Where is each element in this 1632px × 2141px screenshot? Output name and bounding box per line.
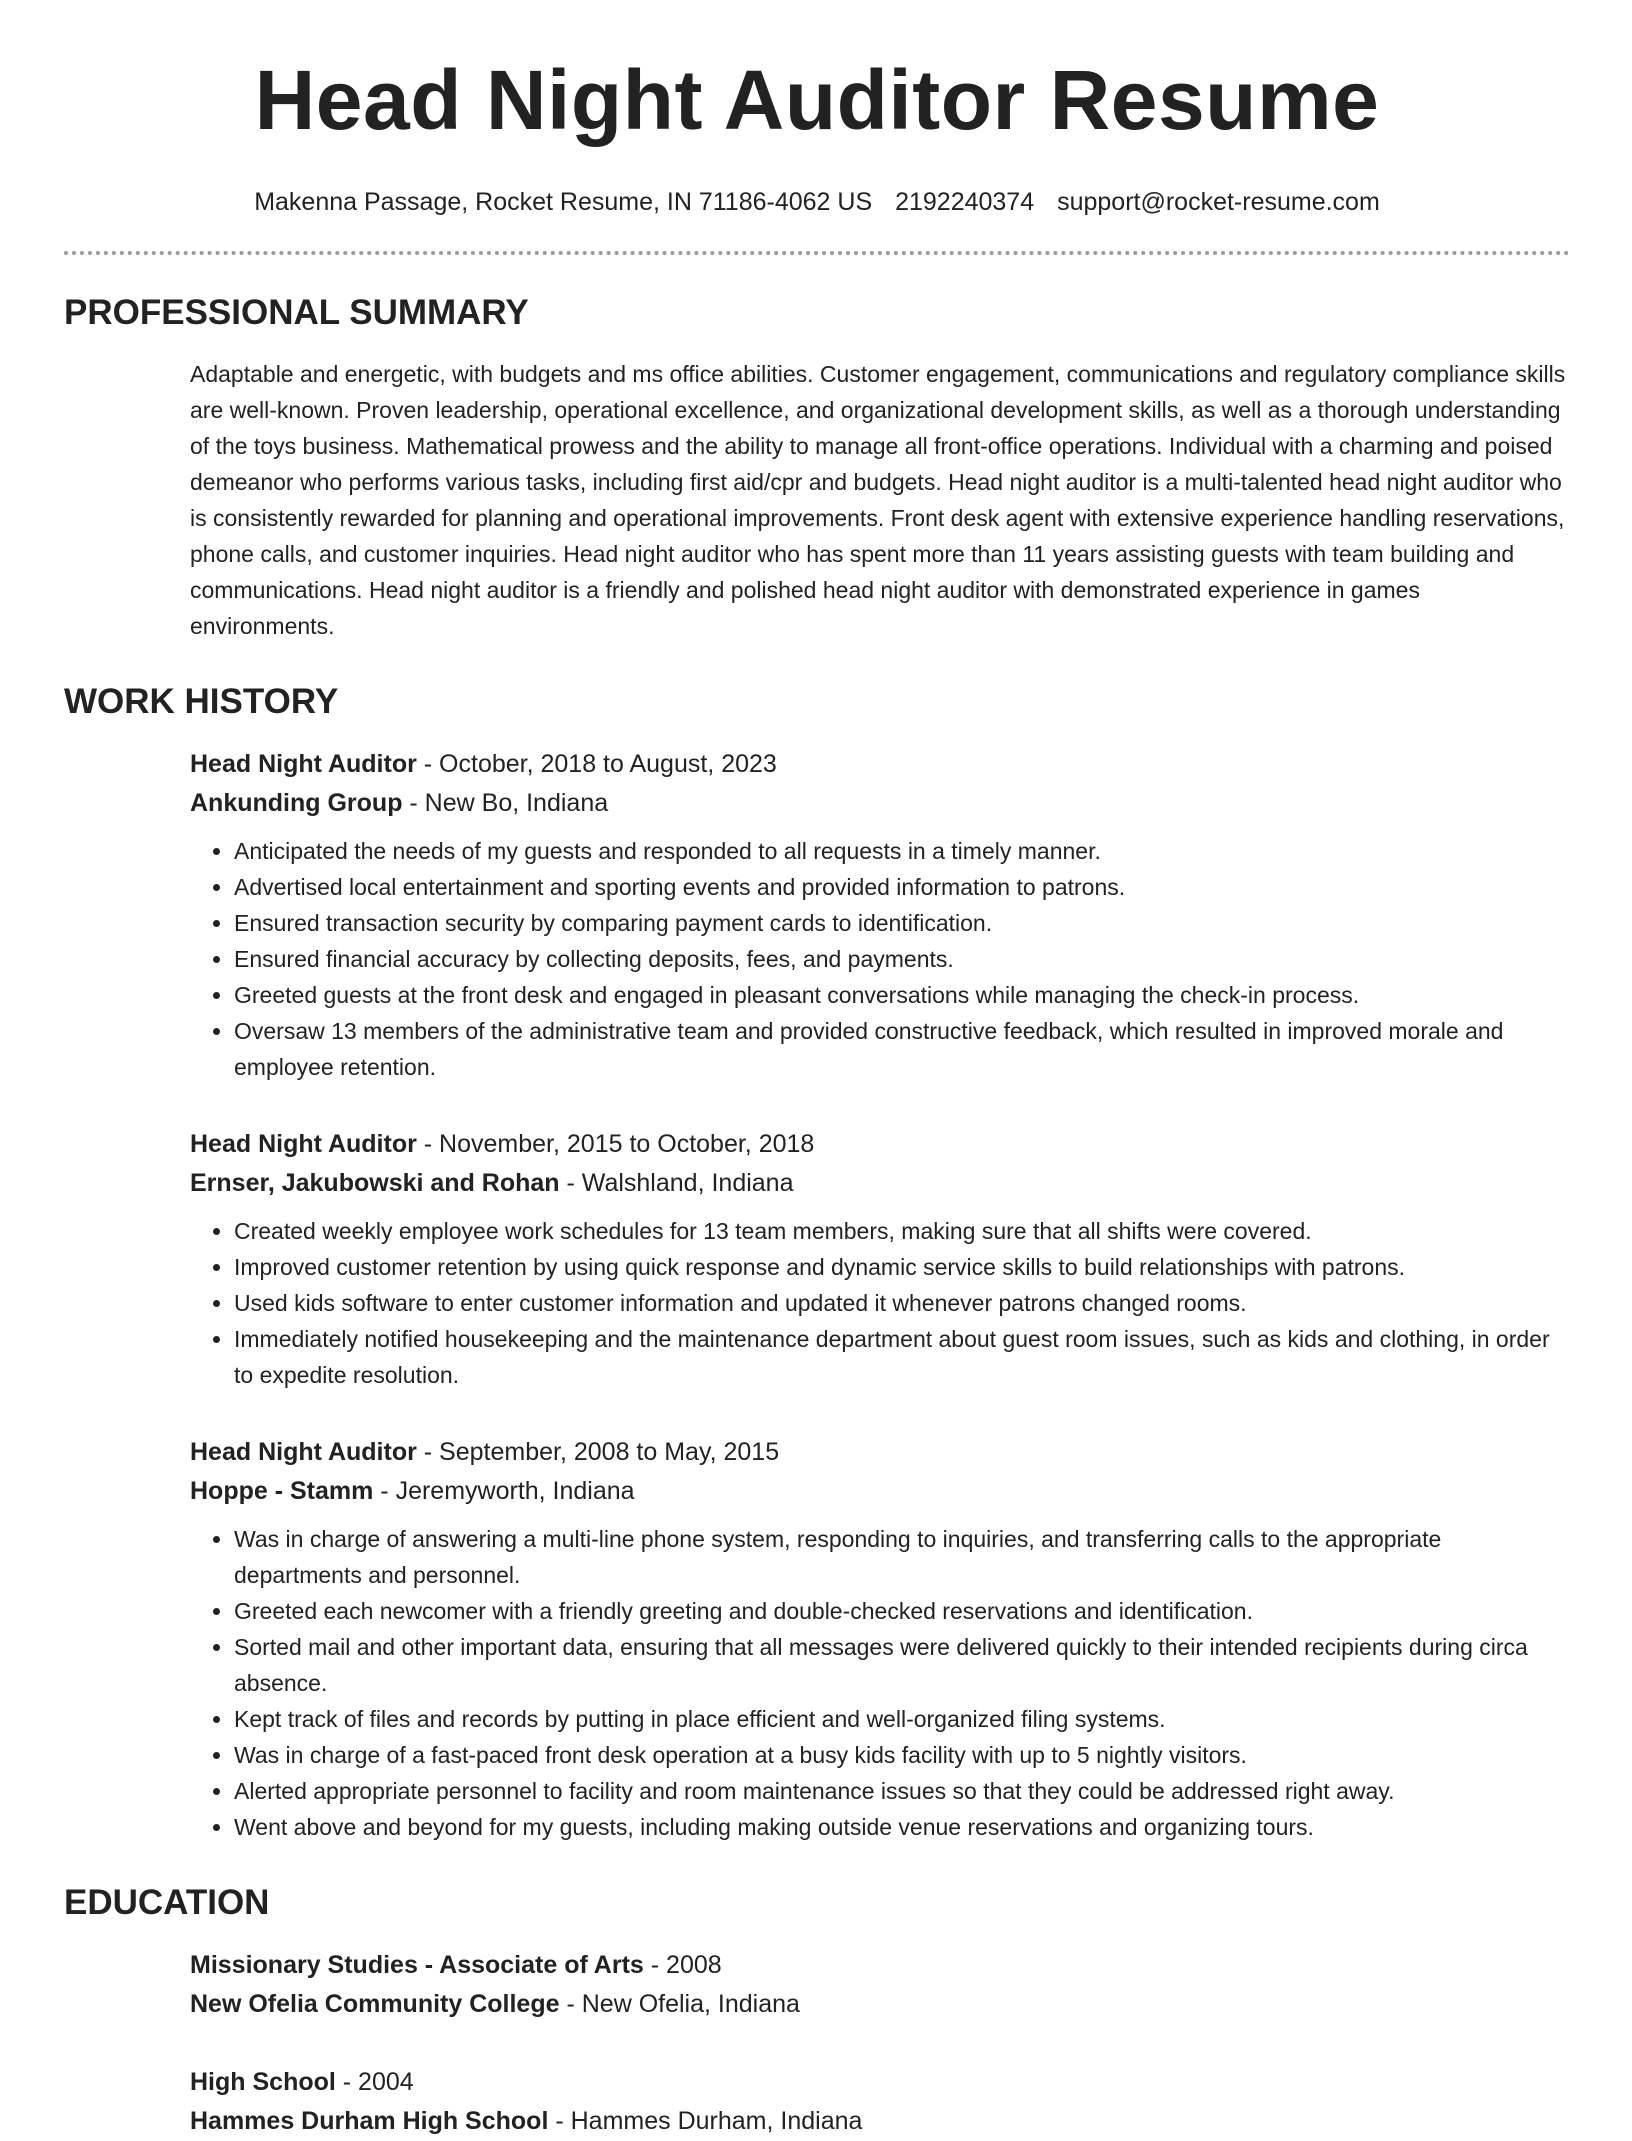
job-location: - New Bo, Indiana	[402, 789, 609, 817]
education-degree: Missionary Studies - Associate of Arts	[190, 1951, 644, 1979]
education-year: - 2008	[643, 1951, 722, 1979]
job-company-line	[190, 1164, 1570, 1203]
job-company: Ankunding Group	[190, 789, 403, 817]
education-location: - Hammes Durham, Indiana	[548, 2107, 863, 2135]
job-bullet-list	[190, 1213, 1570, 1393]
summary-body	[190, 356, 1570, 644]
section-heading-summary: PROFESSIONAL SUMMARY	[64, 293, 529, 332]
job-bullet: • Advertised local entertainment and sporting events and provided information to patrons.	[234, 869, 1570, 905]
header-divider	[64, 251, 1570, 255]
job-bullet-list	[190, 1521, 1570, 1845]
education-school: New Ofelia Community College	[190, 1990, 560, 2018]
job-bullet: • Went above and beyond for my guests, including making outside venue reservations and organizing tours.	[234, 1809, 1570, 1845]
job-bullet: • Sorted mail and other important data, ensuring that all messages were delivered quickly to their intended recipients during circa absence.	[234, 1629, 1570, 1701]
job-title-line	[190, 745, 1570, 784]
job-bullet: • Immediately notified housekeeping and the maintenance department about guest room issues, such as kids and clothing, in order to expedite resolution.	[234, 1321, 1570, 1393]
education-school-line	[190, 1985, 1570, 2024]
job-company-line	[190, 784, 1570, 823]
education-year: - 2004	[335, 2068, 414, 2096]
job-title-line	[190, 1433, 1570, 1472]
job-bullet: • Oversaw 13 members of the administrative team and provided constructive feedback, which resulted in improved morale and employee retention.	[234, 1013, 1570, 1085]
job-bullet: • Greeted each newcomer with a friendly greeting and double-checked reservations and identification.	[234, 1593, 1570, 1629]
education-degree-line	[190, 2063, 1570, 2102]
education-location: - New Ofelia, Indiana	[559, 1990, 800, 2018]
job-title: Head Night Auditor	[190, 750, 417, 778]
job-title-line	[190, 1125, 1570, 1164]
summary-text: Adaptable and energetic, with budgets and ms office abilities. Customer engagement, communications and regulatory compliance skills are well-known. Proven leadership, operational excellence, and organizational development skills, as well as a thorough understanding of the toys business. Mathematical prowess and the ability to manage all front-office operations. Individual with a charming and poised demeanor who performs various tasks, including first aid/cpr and budgets. Head night auditor is a multi-talented head night auditor who is consistently rewarded for planning and operational improvements. Front desk agent with extensive experience handling reservations, phone calls, and customer inquiries. Head night auditor who has spent more than 11 years assisting guests with team building and communications. Head night auditor is a friendly and polished head night auditor with demonstrated experience in games environments.	[190, 361, 1566, 639]
job-bullet: • Improved customer retention by using quick response and dynamic service skills to build relationships with patrons.	[234, 1249, 1570, 1285]
job-bullet: • Greeted guests at the front desk and engaged in pleasant conversations while managing the check-in process.	[234, 977, 1570, 1013]
job-entry	[190, 1433, 1570, 1845]
job-company-line	[190, 1472, 1570, 1511]
education-degree: High School	[190, 2068, 336, 2096]
job-bullet: • Created weekly employee work schedules for 13 team members, making sure that all shifts were covered.	[234, 1213, 1570, 1249]
job-bullet: • Was in charge of answering a multi-line phone system, responding to inquiries, and transferring calls to the appropriate departments and personnel.	[234, 1521, 1570, 1593]
job-bullet: • Was in charge of a fast-paced front desk operation at a busy kids facility with up to 5 nightly visitors.	[234, 1737, 1570, 1773]
job-location: - Walshland, Indiana	[559, 1169, 794, 1197]
job-location: - Jeremyworth, Indiana	[373, 1477, 635, 1505]
job-bullet-list	[190, 833, 1570, 1085]
job-title: Head Night Auditor	[190, 1438, 417, 1466]
contact-address: Makenna Passage, Rocket Resume, IN 71186-4062 US	[254, 188, 873, 216]
job-bullet: • Anticipated the needs of my guests and responded to all requests in a timely manner.	[234, 833, 1570, 869]
education-section	[64, 1885, 1570, 2141]
job-company: Hoppe - Stamm	[190, 1477, 374, 1505]
job-bullet: • Ensured financial accuracy by collecting deposits, fees, and payments.	[234, 941, 1570, 977]
job-bullet: • Alerted appropriate personnel to facility and room maintenance issues so that they could be addressed right away.	[234, 1773, 1570, 1809]
education-school: Hammes Durham High School	[190, 2107, 549, 2135]
education-entry	[190, 1946, 1570, 2024]
education-entry	[190, 2063, 1570, 2141]
job-bullet: • Kept track of files and records by putting in place efficient and well-organized filing systems.	[234, 1701, 1570, 1737]
job-dates: - September, 2008 to May, 2015	[416, 1438, 780, 1466]
job-dates: - November, 2015 to October, 2018	[416, 1130, 815, 1158]
job-entry	[190, 1125, 1570, 1393]
job-dates: - October, 2018 to August, 2023	[416, 750, 777, 778]
section-heading-work: WORK HISTORY	[64, 682, 339, 721]
job-entry	[190, 745, 1570, 1085]
job-company: Ernser, Jakubowski and Rohan	[190, 1169, 560, 1197]
education-school-line	[190, 2102, 1570, 2141]
work-history-list	[190, 745, 1570, 1845]
work-history-section	[64, 684, 1570, 1845]
section-heading-education: EDUCATION	[64, 1883, 270, 1922]
resume-title: Head Night Auditor Resume	[254, 53, 1380, 147]
resume-page	[64, 0, 1570, 2141]
contact-phone: 2192240374	[895, 188, 1035, 216]
job-bullet: • Used kids software to enter customer information and updated it whenever patrons changed rooms.	[234, 1285, 1570, 1321]
professional-summary-section	[64, 295, 1570, 644]
job-title: Head Night Auditor	[190, 1130, 417, 1158]
education-degree-line	[190, 1946, 1570, 1985]
contact-email: support@rocket-resume.com	[1057, 188, 1380, 216]
contact-line	[64, 190, 1570, 215]
job-bullet: • Ensured transaction security by comparing payment cards to identification.	[234, 905, 1570, 941]
